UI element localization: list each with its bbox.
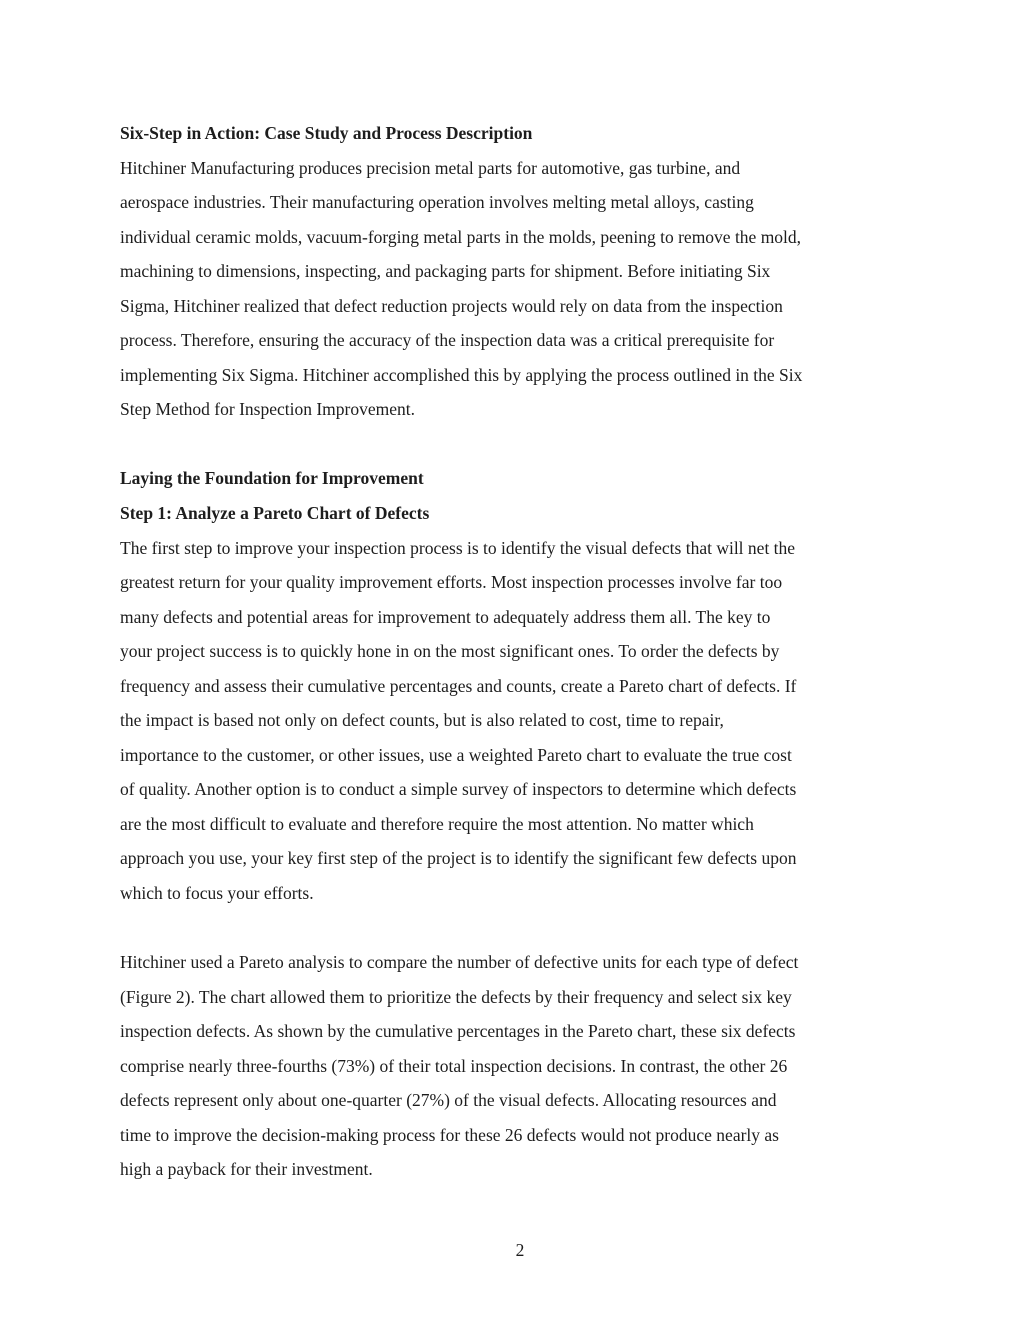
- paragraph-line: inspection defects. As shown by the cumulative percentages in the Pareto chart, these six defects: [120, 1021, 796, 1042]
- paragraph-line: implementing Six Sigma. Hitchiner accomplished this by applying the process outlined in the Six: [120, 364, 803, 385]
- paragraph-line: Sigma, Hitchiner realized that defect reduction projects would rely on data from the inspection: [120, 295, 783, 316]
- paragraph-line: process. Therefore, ensuring the accuracy of the inspection data was a critical prerequisite for: [120, 330, 775, 351]
- paragraph-line: are the most difficult to evaluate and therefore require the most attention. No matter which: [120, 813, 754, 834]
- paragraph-line: time to improve the decision-making process for these 26 defects would not produce nearly as: [120, 1124, 779, 1145]
- paragraph-line: your project success is to quickly hone in on the most significant ones. To order the defects by: [120, 641, 780, 662]
- section-pareto-analysis: [120, 945, 920, 1187]
- paragraph-line: greatest return for your quality improvement efforts. Most inspection processes involve far too: [120, 572, 783, 593]
- paragraph-line: machining to dimensions, inspecting, and packaging parts for shipment. Before initiating Six: [120, 261, 771, 282]
- section-step-1: [120, 461, 920, 910]
- page-number: 2: [515, 1239, 525, 1260]
- section-case-study: [120, 116, 920, 427]
- section-heading: Laying the Foundation for Improvement: [120, 468, 424, 489]
- paragraph-line: of quality. Another option is to conduct a simple survey of inspectors to determine which defects: [120, 779, 797, 800]
- paragraph-break: [120, 427, 920, 462]
- paragraph-line: individual ceramic molds, vacuum-forging metal parts in the molds, peening to remove the mold,: [120, 226, 802, 247]
- section-title: Six-Step in Action: Case Study and Process Description: [120, 123, 533, 143]
- paragraph-break: [120, 911, 920, 946]
- paragraph-line: Hitchiner used a Pareto analysis to compare the number of defective units for each type of defect: [120, 952, 799, 973]
- paragraph-line: (Figure 2). The chart allowed them to prioritize the defects by their frequency and select six key: [120, 986, 792, 1007]
- paragraph-line: The first step to improve your inspection process is to identify the visual defects that will net the: [120, 537, 796, 558]
- paragraph-line: the impact is based not only on defect counts, but is also related to cost, time to repair,: [120, 710, 724, 731]
- paragraph-line: defects represent only about one-quarter (27%) of the visual defects. Allocating resources and: [120, 1090, 777, 1111]
- paragraph-line: comprise nearly three-fourths (73%) of their total inspection decisions. In contrast, the other 26: [120, 1055, 788, 1076]
- paragraph-line: aerospace industries. Their manufacturing operation involves melting metal alloys, casting: [120, 192, 754, 213]
- document-page: [120, 116, 920, 1268]
- section-subheading: Step 1: Analyze a Pareto Chart of Defects: [120, 503, 430, 524]
- paragraph-line: importance to the customer, or other issues, use a weighted Pareto chart to evaluate the true cost: [120, 744, 792, 765]
- paragraph-line: high a payback for their investment.: [120, 1159, 373, 1180]
- paragraph-line: Hitchiner Manufacturing produces precision metal parts for automotive, gas turbine, and: [120, 157, 741, 178]
- paragraph-line: Step Method for Inspection Improvement.: [120, 399, 416, 420]
- paragraph-line: which to focus your efforts.: [120, 883, 314, 904]
- paragraph-line: approach you use, your key first step of the project is to identify the significant few defects upon: [120, 848, 797, 869]
- paragraph-line: many defects and potential areas for improvement to adequately address them all. The key to: [120, 606, 771, 627]
- paragraph-line: frequency and assess their cumulative percentages and counts, create a Pareto chart of defects. If: [120, 675, 797, 696]
- footer-gap: [120, 1187, 920, 1233]
